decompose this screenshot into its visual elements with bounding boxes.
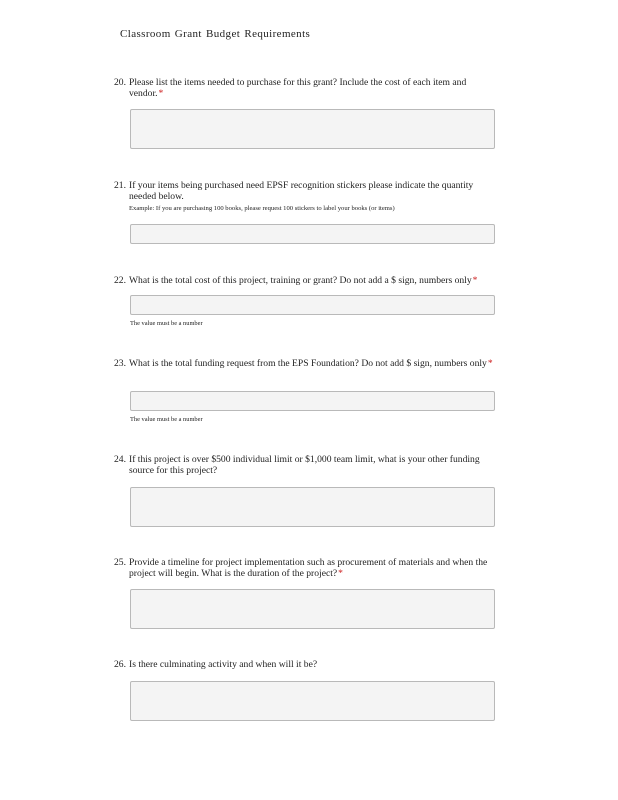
helper-text: The value must be a number xyxy=(130,320,203,327)
items-needed-textarea[interactable] xyxy=(130,109,495,149)
question-number: 25. xyxy=(114,557,126,568)
required-marker: * xyxy=(158,88,164,99)
required-marker: * xyxy=(487,358,493,369)
question-number: 22. xyxy=(114,275,126,286)
question-number: 26. xyxy=(114,659,126,670)
question-21 xyxy=(114,180,499,213)
question-22 xyxy=(114,275,499,286)
question-text: If this project is over $500 individual limit or $1,000 team limit, what is your other funding source for this project? xyxy=(129,454,480,476)
question-number: 23. xyxy=(114,358,126,369)
question-text: Provide a timeline for project implementation such as procurement of materials and when the project will begin. What is the duration of the project? xyxy=(129,557,488,579)
required-marker: * xyxy=(338,568,343,579)
question-example: Example: If you are purchasing 100 books, please request 100 stickers to label your books (or items) xyxy=(129,205,395,212)
total-cost-input[interactable] xyxy=(130,295,495,315)
culminating-activity-textarea[interactable] xyxy=(130,681,495,721)
sticker-quantity-input[interactable] xyxy=(130,224,495,244)
question-24 xyxy=(114,454,499,476)
question-text: If your items being purchased need EPSF recognition stickers please indicate the quantity needed below. xyxy=(129,180,474,202)
required-marker: * xyxy=(472,275,478,286)
question-20 xyxy=(114,77,499,99)
funding-request-input[interactable] xyxy=(130,391,495,411)
question-number: 20. xyxy=(114,77,126,88)
other-funding-textarea[interactable] xyxy=(130,487,495,527)
question-23 xyxy=(114,358,499,369)
question-26 xyxy=(114,659,499,670)
question-25 xyxy=(114,557,499,579)
question-number: 21. xyxy=(114,180,126,191)
question-number: 24. xyxy=(114,454,126,465)
question-text: What is the total cost of this project, training or grant? Do not add a $ sign, numbers only xyxy=(129,275,472,286)
question-text: What is the total funding request from the EPS Foundation? Do not add $ sign, numbers only xyxy=(129,358,487,369)
helper-text: The value must be a number xyxy=(130,416,203,423)
timeline-textarea[interactable] xyxy=(130,589,495,629)
question-text: Please list the items needed to purchase for this grant? Include the cost of each item and vendor. xyxy=(129,77,467,99)
question-text: Is there culminating activity and when will it be? xyxy=(129,659,318,670)
page-title: Classroom Grant Budget Requirements xyxy=(120,28,311,40)
